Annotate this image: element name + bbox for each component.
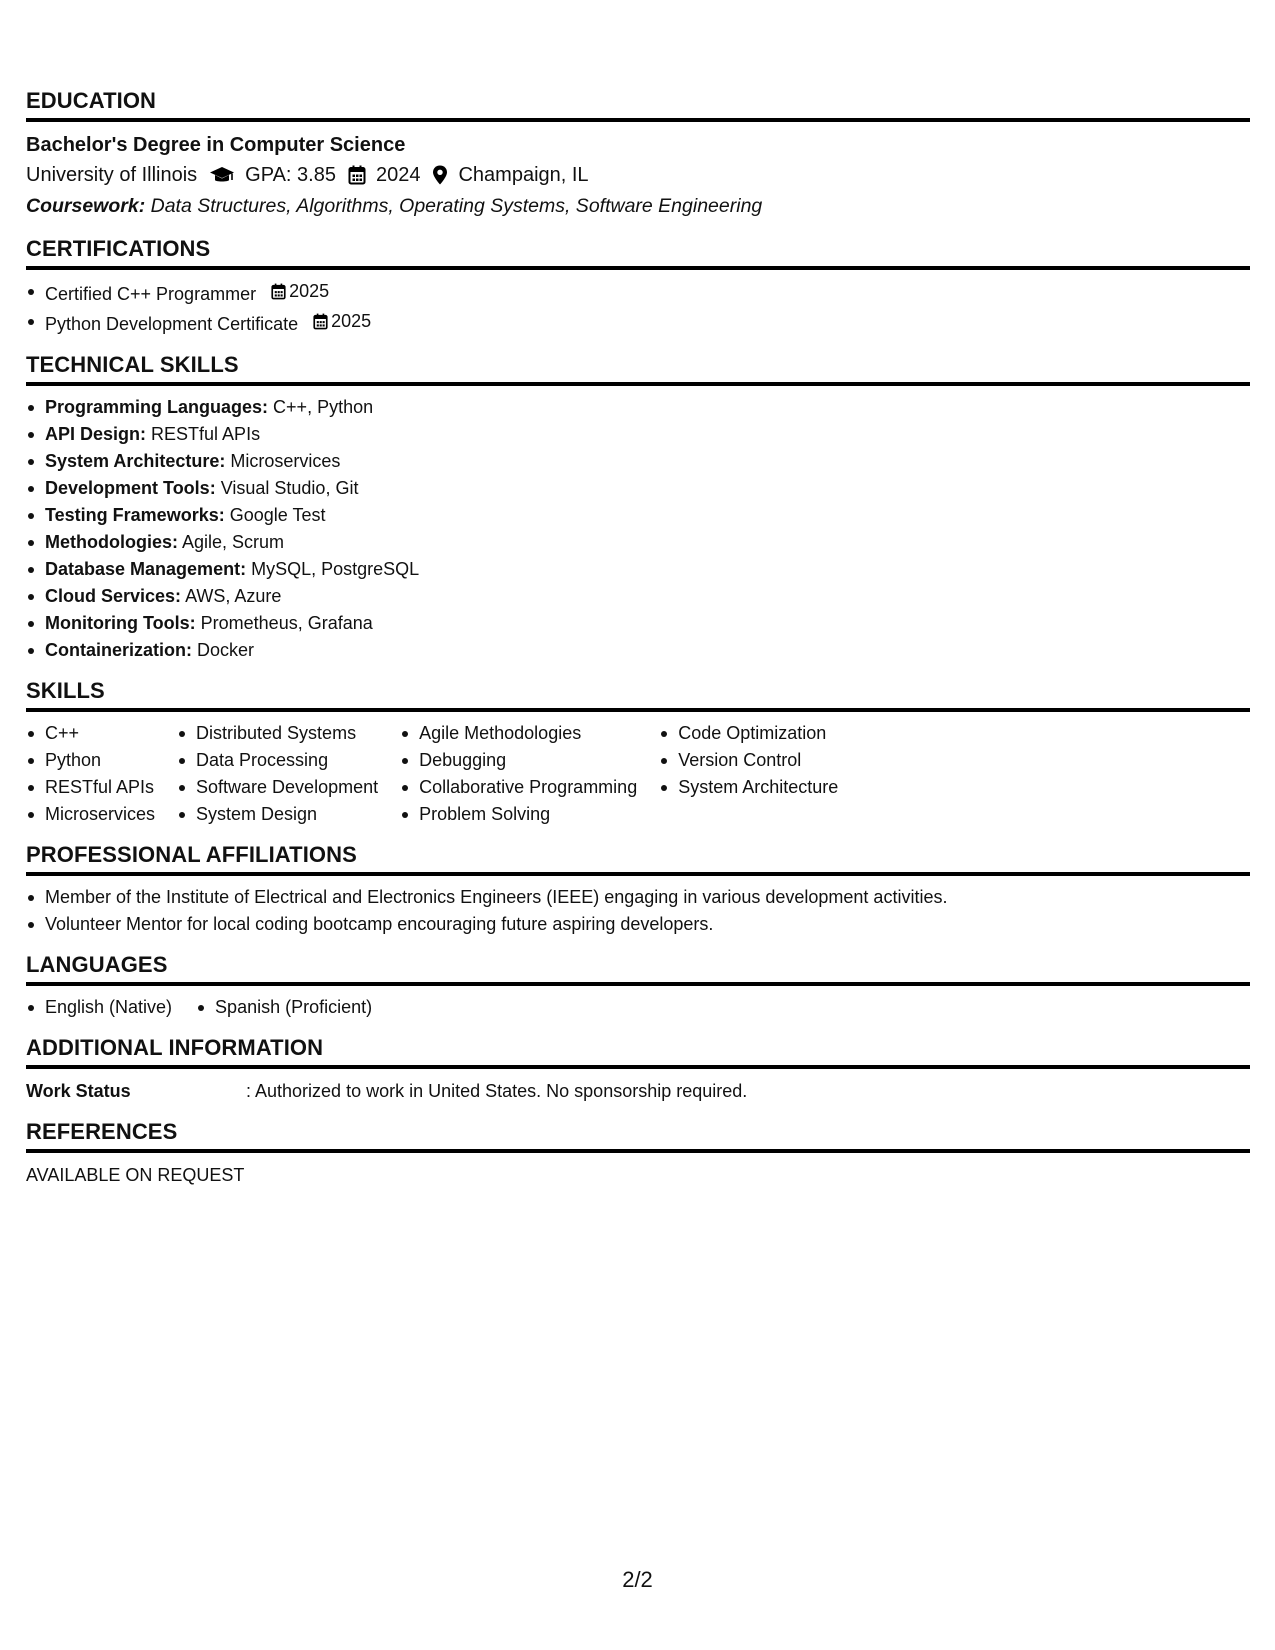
certification-name: Certified C++ Programmer — [45, 284, 257, 304]
list-item: Code Optimization — [659, 720, 838, 747]
graduation-year: 2024 — [375, 164, 421, 186]
references-text: AVAILABLE ON REQUEST — [26, 1165, 245, 1185]
list-item — [26, 637, 1250, 664]
list-item — [26, 448, 1250, 475]
skill-category: Methodologies: — [45, 532, 178, 552]
references-section — [26, 1119, 1250, 1189]
technical-skills-list — [26, 394, 1250, 664]
affiliations-list — [26, 884, 1250, 938]
skill-values: C++, Python — [273, 397, 374, 417]
affiliations-section — [26, 842, 1250, 938]
list-item — [26, 583, 1250, 610]
skill-values: AWS, Azure — [185, 586, 282, 606]
list-item — [26, 421, 1250, 448]
coursework — [26, 190, 1250, 222]
list-item: Agile Methodologies — [400, 720, 637, 747]
skill-category: Development Tools: — [45, 478, 216, 498]
list-item — [26, 556, 1250, 583]
skill-values: Microservices — [230, 451, 341, 471]
education-section — [26, 88, 1250, 222]
list-item: Microservices — [26, 801, 155, 828]
school-name: University of Illinois — [26, 164, 198, 186]
list-item — [26, 502, 1250, 529]
certification-date — [271, 278, 329, 305]
work-status-row — [26, 1077, 1250, 1105]
section-title-additional-info: ADDITIONAL INFORMATION — [26, 1035, 1250, 1069]
section-title-certifications: CERTIFICATIONS — [26, 236, 1250, 270]
skill-values: RESTful APIs — [151, 424, 261, 444]
skill-values: Google Test — [229, 505, 326, 525]
skill-category: Containerization: — [45, 640, 192, 660]
certification-date — [313, 308, 371, 335]
section-title-affiliations: PROFESSIONAL AFFILIATIONS — [26, 842, 1250, 876]
list-item: Software Development — [177, 774, 378, 801]
list-item: Python — [26, 747, 155, 774]
list-item — [26, 610, 1250, 637]
skills-column — [400, 720, 637, 828]
list-item — [26, 475, 1250, 502]
list-item: Collaborative Programming — [400, 774, 637, 801]
calendar-icon — [313, 313, 331, 330]
list-item: Member of the Institute of Electrical and Electronics Engineers (IEEE) engaging in various development activities. — [26, 884, 1250, 911]
skill-values: Visual Studio, Git — [220, 478, 359, 498]
skills-section — [26, 678, 1250, 828]
certifications-section — [26, 236, 1250, 338]
skill-values: MySQL, PostgreSQL — [251, 559, 420, 579]
map-pin-icon — [432, 165, 448, 185]
list-item — [26, 529, 1250, 556]
list-item: RESTful APIs — [26, 774, 155, 801]
list-item — [26, 278, 1250, 308]
section-title-languages: LANGUAGES — [26, 952, 1250, 986]
gpa-value: GPA: 3.85 — [245, 164, 336, 186]
list-item: System Design — [177, 801, 378, 828]
list-item: Debugging — [400, 747, 637, 774]
calendar-icon — [348, 165, 366, 185]
skills-column — [659, 720, 838, 828]
list-item: Version Control — [659, 747, 838, 774]
page-number: 2/2 — [622, 1567, 653, 1592]
location: Champaign, IL — [458, 164, 589, 186]
technical-skills-section — [26, 352, 1250, 664]
list-item: System Architecture — [659, 774, 838, 801]
certification-year: 2025 — [289, 281, 330, 301]
skill-values: Docker — [197, 640, 255, 660]
section-title-references: REFERENCES — [26, 1119, 1250, 1153]
graduation-cap-icon — [209, 165, 235, 185]
skill-category: Programming Languages: — [45, 397, 269, 417]
coursework-list: Data Structures, Algorithms, Operating Systems, Software Engineering — [150, 195, 763, 217]
degree-title: Bachelor's Degree in Computer Science — [26, 134, 406, 156]
skill-values: Agile, Scrum — [182, 532, 285, 552]
list-item — [26, 394, 1250, 421]
certification-year: 2025 — [331, 311, 372, 331]
skill-category: Database Management: — [45, 559, 247, 579]
languages-section — [26, 952, 1250, 1021]
list-item — [26, 308, 1250, 338]
skills-column — [26, 720, 155, 828]
list-item: Distributed Systems — [177, 720, 378, 747]
section-title-technical-skills: TECHNICAL SKILLS — [26, 352, 1250, 386]
work-status-value: : Authorized to work in United States. No sponsorship required. — [246, 1081, 748, 1101]
certifications-list — [26, 278, 1250, 338]
skill-category: API Design: — [45, 424, 147, 444]
list-item: Spanish (Proficient) — [196, 994, 372, 1021]
skill-category: Testing Frameworks: — [45, 505, 225, 525]
skill-category: Monitoring Tools: — [45, 613, 196, 633]
list-item: Problem Solving — [400, 801, 637, 828]
list-item: C++ — [26, 720, 155, 747]
resume-page — [26, 88, 1250, 1203]
skills-grid — [26, 720, 1250, 828]
certification-name: Python Development Certificate — [45, 314, 299, 334]
languages-list — [26, 994, 1250, 1021]
section-title-education: EDUCATION — [26, 88, 1250, 122]
work-status-label: Work Status — [26, 1081, 131, 1101]
list-item: English (Native) — [26, 994, 172, 1021]
education-meta — [26, 160, 1250, 190]
coursework-label: Coursework: — [26, 195, 146, 217]
additional-info-section — [26, 1035, 1250, 1105]
calendar-icon — [271, 283, 289, 300]
skill-values: Prometheus, Grafana — [200, 613, 373, 633]
skill-category: Cloud Services: — [45, 586, 182, 606]
skill-category: System Architecture: — [45, 451, 226, 471]
skills-column — [177, 720, 378, 828]
list-item: Data Processing — [177, 747, 378, 774]
section-title-skills: SKILLS — [26, 678, 1250, 712]
list-item: Volunteer Mentor for local coding bootcamp encouraging future aspiring developers. — [26, 911, 1250, 938]
